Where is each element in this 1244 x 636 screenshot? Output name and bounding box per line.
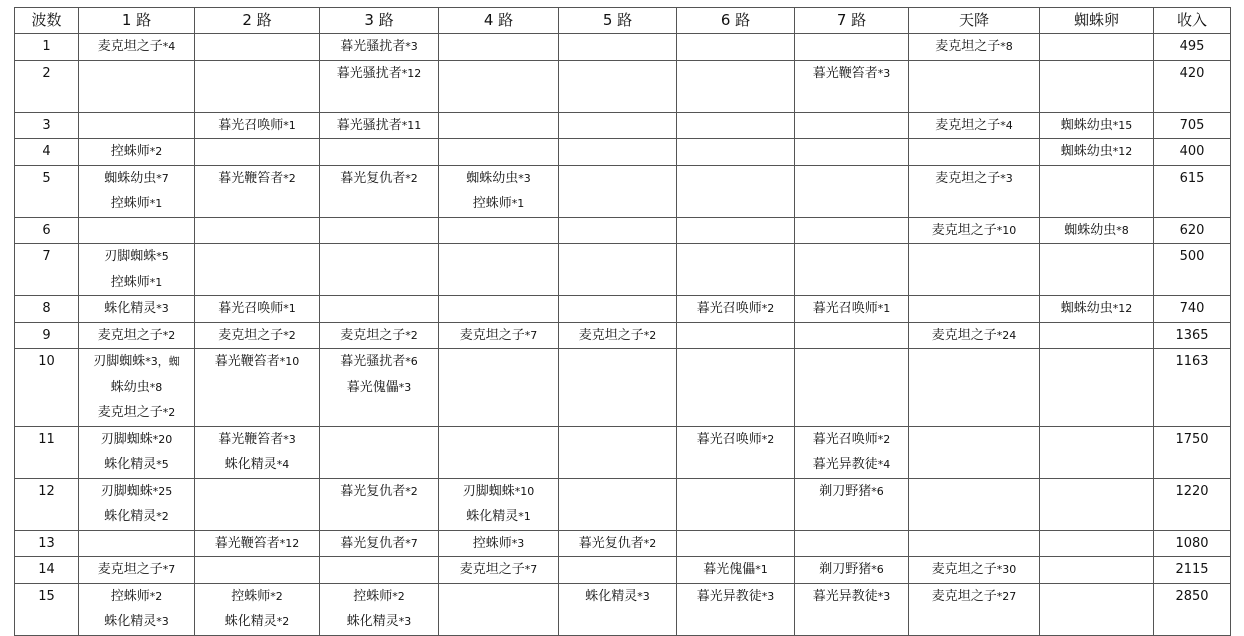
enemy-entry: 刃脚蜘蛛*10	[462, 483, 535, 499]
enemy-entry: 蜘蛛幼虫*8	[1064, 222, 1129, 238]
enemy-entry: 蜘蛛幼虫*12	[1060, 144, 1133, 159]
enemy-cell	[677, 530, 795, 557]
wave-number-text: 14	[38, 562, 55, 577]
wave-number-text: 1	[42, 39, 51, 54]
wave-number-text: 2	[42, 65, 51, 81]
enemy-entry: 蛛化精灵*3	[585, 588, 650, 604]
wave-number	[15, 112, 79, 139]
income-value	[1154, 296, 1231, 323]
enemy-cell	[439, 139, 559, 166]
enemy-cell	[795, 349, 909, 427]
enemy-cell	[677, 34, 795, 61]
income-text: 420	[1179, 65, 1205, 81]
enemy-cell	[79, 139, 195, 166]
enemy-cell	[677, 426, 795, 478]
enemy-cell	[320, 244, 439, 296]
enemy-cell	[195, 557, 320, 584]
header-path-7: 7 路	[795, 8, 909, 34]
enemy-entry: 蛛化精灵*2	[224, 614, 290, 629]
enemy-cell	[677, 557, 795, 584]
enemy-cell	[795, 244, 909, 296]
wave-number	[15, 478, 79, 530]
wave-number	[15, 165, 79, 217]
enemy-entry: 暮光异教徒*3	[812, 588, 891, 604]
income-text: 1365	[1175, 327, 1209, 343]
enemy-cell	[795, 165, 909, 217]
enemy-cell	[559, 530, 677, 557]
enemy-cell	[439, 583, 559, 635]
enemy-cell	[677, 112, 795, 139]
wave-number	[15, 530, 79, 557]
enemy-cell	[79, 112, 195, 139]
enemy-cell	[439, 557, 559, 584]
enemy-entry: 蛛化精灵*1	[466, 509, 531, 524]
enemy-cell	[320, 322, 439, 349]
income-value	[1154, 112, 1231, 139]
header-row	[15, 8, 1231, 34]
enemy-cell	[795, 583, 909, 635]
enemy-cell	[909, 34, 1040, 61]
header-path-5: 5 路	[559, 8, 677, 34]
enemy-entry: 控蛛师*2	[231, 588, 283, 604]
enemy-cell	[559, 583, 677, 635]
enemy-cell	[909, 349, 1040, 427]
enemy-cell	[79, 322, 195, 349]
enemy-cell	[559, 426, 677, 478]
income-text: 2115	[1175, 562, 1209, 577]
wave-number	[15, 349, 79, 427]
header-path-1: 1 路	[79, 8, 195, 34]
enemy-cell	[195, 60, 320, 112]
enemy-entry: 暮光召唤师*2	[696, 301, 775, 316]
enemy-entry: 麦克坦之子*24	[931, 327, 1017, 343]
table-row	[15, 530, 1231, 557]
enemy-cell	[320, 557, 439, 584]
enemy-cell	[320, 478, 439, 530]
enemy-entry: 控蛛师*1	[110, 196, 163, 211]
enemy-cell	[195, 530, 320, 557]
enemy-cell	[795, 60, 909, 112]
enemy-cell	[559, 296, 677, 323]
enemy-entry: 蜘蛛幼虫*12	[1060, 301, 1133, 316]
enemy-entry: 麦克坦之子*2	[578, 327, 657, 343]
table-row	[15, 217, 1231, 244]
enemy-entry: 麦克坦之子*10	[931, 222, 1017, 238]
enemy-entry: 蛛化精灵*3	[346, 614, 412, 629]
enemy-cell	[559, 557, 677, 584]
enemy-cell	[439, 478, 559, 530]
wave-number	[15, 139, 79, 166]
table-row	[15, 112, 1231, 139]
enemy-cell	[195, 34, 320, 61]
enemy-entry: 暮光鞭笞者*12	[214, 535, 300, 551]
enemy-cell	[1040, 244, 1154, 296]
enemy-cell	[677, 165, 795, 217]
enemy-cell	[909, 217, 1040, 244]
enemy-cell	[320, 217, 439, 244]
enemy-cell	[1040, 426, 1154, 478]
income-value	[1154, 530, 1231, 557]
enemy-cell	[195, 139, 320, 166]
enemy-cell	[559, 244, 677, 296]
wave-number	[15, 322, 79, 349]
enemy-cell	[320, 349, 439, 427]
income-value	[1154, 217, 1231, 244]
table-row	[15, 322, 1231, 349]
table-row	[15, 557, 1231, 584]
enemy-entry: 暮光异教徒*4	[812, 457, 891, 472]
income-text: 705	[1179, 117, 1205, 133]
enemy-entry: 暮光骚扰者*11	[336, 117, 422, 133]
enemy-entry: 麦克坦之子*7	[459, 327, 538, 343]
enemy-entry: 暮光鞭笞者*3	[218, 431, 296, 447]
enemy-entry: 暮光鞭笞者*3	[812, 65, 891, 81]
enemy-entry: 控蛛师*2	[353, 588, 405, 604]
enemy-entry: 暮光召唤师*2	[696, 431, 775, 447]
enemy-cell	[795, 217, 909, 244]
enemy-cell	[559, 322, 677, 349]
enemy-cell	[320, 139, 439, 166]
enemy-cell	[439, 60, 559, 112]
income-value	[1154, 139, 1231, 166]
income-value	[1154, 244, 1231, 296]
wave-number-text: 9	[42, 327, 51, 343]
enemy-entry: 麦克坦之子*2	[340, 327, 418, 343]
wave-number-text: 3	[42, 117, 51, 133]
income-value	[1154, 34, 1231, 61]
enemy-cell	[195, 478, 320, 530]
enemy-entry: 暮光傀儡*3	[346, 379, 412, 395]
table-row	[15, 349, 1231, 427]
income-text: 1080	[1175, 535, 1209, 551]
enemy-entry: 暮光召唤师*2	[812, 431, 891, 447]
enemy-entry: 蜘蛛幼虫*15	[1060, 117, 1133, 133]
table-row	[15, 426, 1231, 478]
enemy-cell	[1040, 478, 1154, 530]
income-text: 620	[1179, 222, 1205, 238]
enemy-cell	[195, 583, 320, 635]
enemy-cell	[195, 112, 320, 139]
income-text: 500	[1179, 249, 1205, 264]
enemy-cell	[1040, 322, 1154, 349]
enemy-cell	[559, 165, 677, 217]
enemy-cell	[677, 244, 795, 296]
enemy-cell	[439, 165, 559, 217]
enemy-cell	[559, 349, 677, 427]
enemy-cell	[909, 478, 1040, 530]
wave-number-text: 11	[38, 431, 55, 447]
enemy-cell	[795, 426, 909, 478]
enemy-cell	[439, 349, 559, 427]
enemy-entry: 暮光复仇者*2	[578, 535, 657, 551]
table-row	[15, 165, 1231, 217]
enemy-cell	[909, 112, 1040, 139]
enemy-cell	[320, 34, 439, 61]
enemy-cell	[439, 34, 559, 61]
wave-number-text: 15	[38, 588, 55, 604]
enemy-cell	[320, 60, 439, 112]
wave-number-text: 7	[42, 249, 51, 264]
enemy-cell	[677, 217, 795, 244]
enemy-cell	[195, 296, 320, 323]
enemy-cell	[79, 478, 195, 530]
enemy-entry: 暮光骚扰者*6	[340, 354, 418, 369]
enemy-entry: 暮光复仇者*2	[340, 483, 418, 499]
table-row	[15, 296, 1231, 323]
table-row	[15, 244, 1231, 296]
enemy-cell	[909, 139, 1040, 166]
enemy-cell	[677, 349, 795, 427]
enemy-entry: 暮光召唤师*1	[812, 301, 891, 316]
enemy-entry: 蛛化精灵*3	[104, 614, 169, 629]
wave-number-text: 10	[38, 354, 55, 369]
enemy-cell	[79, 557, 195, 584]
header-income: 收入	[1154, 8, 1231, 34]
enemy-entry: 蛛化精灵*3	[104, 301, 169, 316]
enemy-cell	[195, 322, 320, 349]
enemy-entry: 麦克坦之子*2	[218, 327, 296, 343]
wave-number-text: 4	[42, 144, 51, 159]
enemy-cell	[1040, 296, 1154, 323]
enemy-cell	[795, 139, 909, 166]
enemy-cell	[909, 426, 1040, 478]
enemy-entry: 麦克坦之子*2	[97, 405, 176, 420]
table-row	[15, 478, 1231, 530]
enemy-cell	[559, 34, 677, 61]
enemy-entry: 麦克坦之子*3	[935, 170, 1013, 186]
enemy-cell	[1040, 112, 1154, 139]
enemy-cell	[559, 112, 677, 139]
enemy-cell	[320, 112, 439, 139]
enemy-entry: 刃脚蜘蛛*3，蜘	[93, 354, 180, 369]
header-path-3: 3 路	[320, 8, 439, 34]
enemy-cell	[79, 60, 195, 112]
enemy-cell	[909, 322, 1040, 349]
enemy-entry: 控蛛师*1	[110, 274, 163, 290]
enemy-cell	[439, 530, 559, 557]
enemy-cell	[439, 426, 559, 478]
enemy-cell	[1040, 583, 1154, 635]
enemy-entry: 暮光异教徒*3	[696, 588, 775, 604]
enemy-entry: 剃刀野猪*6	[819, 483, 884, 499]
enemy-cell	[909, 296, 1040, 323]
enemy-cell	[195, 426, 320, 478]
enemy-cell	[559, 478, 677, 530]
income-text: 400	[1179, 144, 1205, 159]
enemy-cell	[1040, 165, 1154, 217]
enemy-cell	[79, 296, 195, 323]
enemy-entry: 控蛛师*2	[110, 144, 163, 159]
enemy-cell	[795, 34, 909, 61]
table-row	[15, 583, 1231, 635]
enemy-cell	[795, 530, 909, 557]
enemy-cell	[677, 139, 795, 166]
enemy-entry: 麦克坦之子*2	[97, 327, 176, 343]
enemy-cell	[677, 478, 795, 530]
enemy-cell	[559, 60, 677, 112]
enemy-cell	[909, 165, 1040, 217]
enemy-cell	[439, 217, 559, 244]
enemy-entry: 刃脚蜘蛛*20	[100, 431, 173, 447]
enemy-entry: 刃脚蜘蛛*5	[104, 249, 169, 264]
enemy-entry: 蛛化精灵*5	[104, 457, 169, 472]
enemy-cell	[79, 426, 195, 478]
income-text: 1163	[1175, 354, 1209, 369]
enemy-entry: 刃脚蜘蛛*25	[100, 483, 173, 499]
enemy-entry: 蛛化精灵*4	[224, 457, 290, 472]
enemy-entry: 蜘蛛幼虫*3	[466, 170, 531, 186]
table-row	[15, 34, 1231, 61]
income-value	[1154, 165, 1231, 217]
enemy-cell	[439, 322, 559, 349]
enemy-cell	[909, 583, 1040, 635]
income-value	[1154, 583, 1231, 635]
wave-number-text: 12	[38, 483, 55, 499]
enemy-entry: 暮光召唤师*1	[218, 117, 296, 133]
enemy-cell	[909, 60, 1040, 112]
wave-number	[15, 217, 79, 244]
enemy-cell	[909, 557, 1040, 584]
enemy-cell	[1040, 139, 1154, 166]
enemy-entry: 麦克坦之子*30	[931, 562, 1017, 577]
enemy-entry: 麦克坦之子*4	[97, 39, 176, 54]
enemy-cell	[795, 112, 909, 139]
enemy-entry: 暮光鞭笞者*10	[214, 354, 300, 369]
wave-number	[15, 557, 79, 584]
income-value	[1154, 426, 1231, 478]
wave-number-text: 5	[42, 170, 51, 186]
enemy-entry: 麦克坦之子*27	[931, 588, 1017, 604]
wave-table	[14, 7, 1231, 636]
enemy-entry: 剃刀野猪*6	[819, 562, 884, 577]
wave-number	[15, 426, 79, 478]
enemy-cell	[320, 530, 439, 557]
enemy-cell	[1040, 34, 1154, 61]
enemy-cell	[1040, 557, 1154, 584]
enemy-entry: 蛛化精灵*2	[104, 509, 169, 524]
income-value	[1154, 322, 1231, 349]
income-text: 2850	[1175, 588, 1209, 604]
enemy-entry: 蜘蛛幼虫*7	[104, 170, 169, 186]
enemy-cell	[909, 530, 1040, 557]
income-text: 1750	[1175, 431, 1209, 447]
wave-number	[15, 34, 79, 61]
enemy-cell	[320, 426, 439, 478]
enemy-cell	[795, 557, 909, 584]
wave-number-text: 13	[38, 535, 55, 551]
enemy-entry: 控蛛师*3	[472, 535, 525, 551]
header-path-6: 6 路	[677, 8, 795, 34]
enemy-cell	[79, 217, 195, 244]
enemy-cell	[559, 217, 677, 244]
wave-number-text: 8	[42, 301, 51, 316]
enemy-cell	[79, 244, 195, 296]
enemy-entry: 麦克坦之子*4	[935, 117, 1013, 133]
enemy-cell	[320, 583, 439, 635]
enemy-entry: 蛛幼虫*8	[110, 379, 163, 395]
table-row	[15, 60, 1231, 112]
income-text: 615	[1179, 170, 1205, 186]
header-airdrop: 天降	[909, 8, 1040, 34]
enemy-cell	[677, 322, 795, 349]
enemy-entry: 控蛛师*2	[110, 588, 163, 604]
enemy-entry: 暮光傀儡*1	[703, 562, 768, 577]
enemy-cell	[795, 478, 909, 530]
enemy-cell	[79, 349, 195, 427]
income-value	[1154, 478, 1231, 530]
enemy-cell	[1040, 530, 1154, 557]
enemy-cell	[195, 244, 320, 296]
income-value	[1154, 349, 1231, 427]
enemy-cell	[795, 296, 909, 323]
enemy-cell	[79, 165, 195, 217]
enemy-cell	[677, 583, 795, 635]
enemy-cell	[439, 244, 559, 296]
enemy-cell	[79, 583, 195, 635]
enemy-entry: 暮光骚扰者*12	[336, 65, 422, 81]
enemy-entry: 控蛛师*1	[472, 196, 525, 211]
table-row	[15, 139, 1231, 166]
enemy-cell	[1040, 349, 1154, 427]
enemy-entry: 暮光骚扰者*3	[340, 39, 418, 54]
enemy-entry: 暮光召唤师*1	[218, 301, 296, 316]
enemy-cell	[320, 165, 439, 217]
enemy-cell	[320, 296, 439, 323]
income-text: 495	[1179, 39, 1205, 54]
header-path-2: 2 路	[195, 8, 320, 34]
income-text: 740	[1179, 301, 1205, 316]
enemy-cell	[677, 60, 795, 112]
enemy-entry: 麦克坦之子*7	[97, 562, 176, 577]
enemy-cell	[909, 244, 1040, 296]
enemy-cell	[795, 322, 909, 349]
enemy-entry: 暮光复仇者*2	[340, 170, 418, 186]
enemy-cell	[1040, 60, 1154, 112]
enemy-entry: 麦克坦之子*8	[935, 39, 1013, 54]
enemy-cell	[195, 349, 320, 427]
enemy-cell	[677, 296, 795, 323]
enemy-cell	[439, 296, 559, 323]
wave-number	[15, 244, 79, 296]
enemy-cell	[559, 139, 677, 166]
enemy-cell	[439, 112, 559, 139]
enemy-entry: 暮光复仇者*7	[340, 535, 418, 551]
wave-number	[15, 296, 79, 323]
wave-number-text: 6	[42, 222, 51, 238]
enemy-entry: 暮光鞭笞者*2	[218, 170, 296, 186]
enemy-cell	[1040, 217, 1154, 244]
income-value	[1154, 557, 1231, 584]
income-value	[1154, 60, 1231, 112]
enemy-cell	[195, 217, 320, 244]
enemy-cell	[79, 530, 195, 557]
enemy-entry: 麦克坦之子*7	[459, 562, 538, 577]
enemy-cell	[195, 165, 320, 217]
header-wave: 波数	[15, 8, 79, 34]
wave-number	[15, 583, 79, 635]
enemy-cell	[79, 34, 195, 61]
header-spider-egg: 蜘蛛卵	[1040, 8, 1154, 34]
income-text: 1220	[1175, 483, 1209, 499]
header-path-4: 4 路	[439, 8, 559, 34]
wave-number	[15, 60, 79, 112]
